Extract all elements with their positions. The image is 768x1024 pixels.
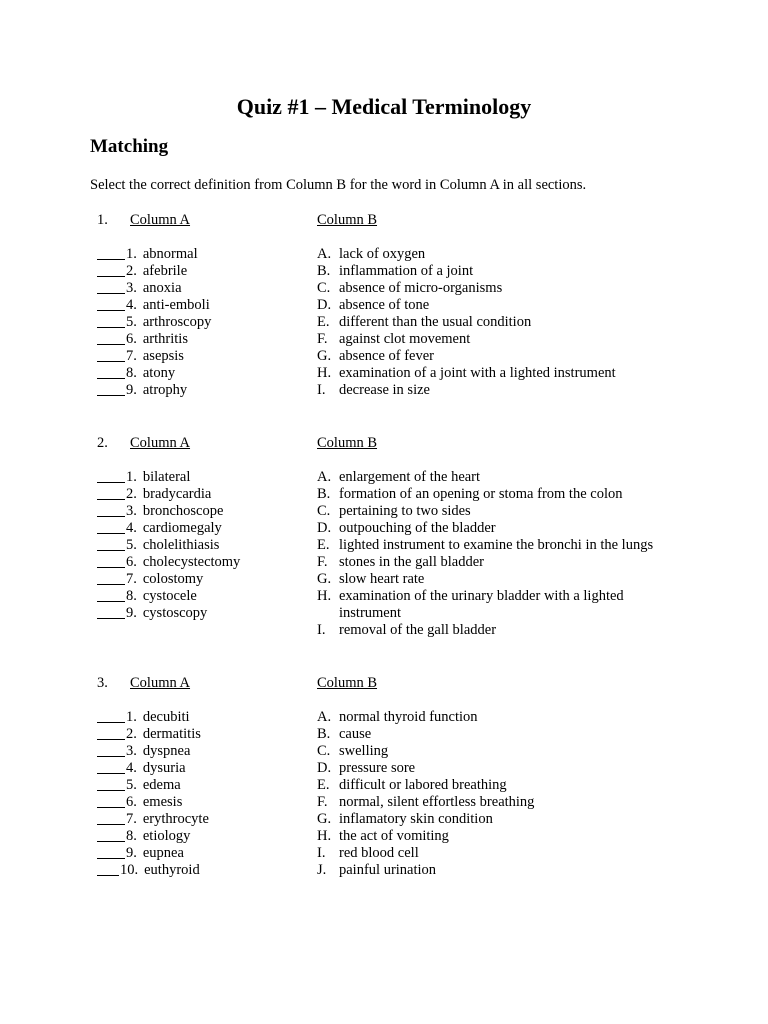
definition-letter: A. bbox=[317, 709, 332, 725]
item-number: 5. bbox=[126, 777, 137, 793]
column-a-item bbox=[97, 811, 209, 828]
item-number: 1. bbox=[126, 469, 137, 485]
column-a-item bbox=[97, 314, 211, 331]
column-a-item bbox=[97, 845, 209, 862]
definition-text: red blood cell bbox=[339, 845, 419, 861]
column-a-item bbox=[97, 726, 209, 743]
definition-letter: D. bbox=[317, 520, 332, 536]
definition-letter: E. bbox=[317, 537, 330, 553]
column-b-item bbox=[317, 794, 677, 811]
definition-letter: C. bbox=[317, 743, 331, 759]
section-heading: Matching bbox=[90, 136, 169, 157]
definition-text: slow heart rate bbox=[339, 571, 425, 587]
answer-blank[interactable] bbox=[97, 382, 125, 396]
column-b-list bbox=[317, 246, 677, 399]
column-a-item bbox=[97, 486, 240, 503]
item-term: cystocele bbox=[142, 588, 197, 604]
column-a-item bbox=[97, 760, 209, 777]
column-b-item bbox=[317, 554, 677, 571]
column-b-item bbox=[317, 622, 677, 639]
item-term: abnormal bbox=[142, 246, 198, 262]
item-term: cholelithiasis bbox=[142, 537, 220, 553]
column-b-item bbox=[317, 503, 677, 520]
answer-blank[interactable] bbox=[97, 862, 119, 876]
section-number: 1. bbox=[97, 212, 108, 228]
item-number: 9. bbox=[126, 382, 137, 398]
definition-letter: C. bbox=[317, 503, 331, 519]
definition-letter: F. bbox=[317, 331, 328, 347]
definition-letter: F. bbox=[317, 794, 328, 810]
definition-letter: H. bbox=[317, 588, 332, 604]
column-b-item bbox=[317, 382, 677, 399]
definition-letter: A. bbox=[317, 246, 332, 262]
answer-blank[interactable] bbox=[97, 365, 125, 379]
item-term: arthroscopy bbox=[142, 314, 212, 330]
definition-letter: F. bbox=[317, 554, 328, 570]
definition-letter: C. bbox=[317, 280, 331, 296]
column-a-item bbox=[97, 794, 209, 811]
definition-text: absence of micro-organisms bbox=[339, 280, 503, 296]
item-term: afebrile bbox=[142, 263, 188, 279]
column-b-item bbox=[317, 314, 677, 331]
item-term: euthyroid bbox=[144, 862, 200, 878]
answer-blank[interactable] bbox=[97, 554, 125, 568]
answer-blank[interactable] bbox=[97, 743, 125, 757]
column-a-list bbox=[97, 709, 209, 879]
answer-blank[interactable] bbox=[97, 486, 125, 500]
item-number: 7. bbox=[126, 348, 137, 364]
column-a-item bbox=[97, 280, 211, 297]
definition-text: absence of tone bbox=[339, 297, 430, 313]
answer-blank[interactable] bbox=[97, 348, 125, 362]
item-number: 3. bbox=[126, 503, 137, 519]
column-b-list bbox=[317, 469, 677, 639]
answer-blank[interactable] bbox=[97, 314, 125, 328]
column-b-item bbox=[317, 348, 677, 365]
answer-blank[interactable] bbox=[97, 845, 125, 859]
definition-text: pertaining to two sides bbox=[339, 503, 471, 519]
answer-blank[interactable] bbox=[97, 571, 125, 585]
instructions: Select the correct definition from Column B for the word in Column A in all sections. bbox=[90, 177, 587, 193]
definition-letter: B. bbox=[317, 263, 331, 279]
column-a-heading: Column A bbox=[130, 435, 191, 451]
item-number: 1. bbox=[126, 709, 137, 725]
definition-text: different than the usual condition bbox=[339, 314, 532, 330]
item-number: 10. bbox=[120, 862, 139, 878]
column-b-item bbox=[317, 486, 677, 503]
definition-letter: G. bbox=[317, 811, 332, 827]
item-number: 5. bbox=[126, 537, 137, 553]
definition-text: normal thyroid function bbox=[339, 709, 478, 725]
definition-letter: I. bbox=[317, 622, 326, 638]
column-a-item bbox=[97, 743, 209, 760]
column-a-item bbox=[97, 331, 211, 348]
item-number: 8. bbox=[126, 365, 137, 381]
answer-blank[interactable] bbox=[97, 709, 125, 723]
column-a-item bbox=[97, 246, 211, 263]
answer-blank[interactable] bbox=[97, 794, 125, 808]
answer-blank[interactable] bbox=[97, 726, 125, 740]
column-b-item bbox=[317, 297, 677, 314]
answer-blank[interactable] bbox=[97, 503, 125, 517]
definition-text: formation of an opening or stoma from the colon bbox=[339, 486, 623, 502]
column-a-item bbox=[97, 263, 211, 280]
item-number: 6. bbox=[126, 331, 137, 347]
column-b-heading: Column B bbox=[317, 212, 378, 228]
definition-text: difficult or labored breathing bbox=[339, 777, 507, 793]
definition-letter: D. bbox=[317, 297, 332, 313]
answer-blank[interactable] bbox=[97, 331, 125, 345]
definition-text: decrease in size bbox=[339, 382, 430, 398]
item-term: emesis bbox=[142, 794, 183, 810]
item-term: cholecystectomy bbox=[142, 554, 241, 570]
column-b-item bbox=[317, 743, 677, 760]
item-term: bilateral bbox=[142, 469, 191, 485]
column-b-item bbox=[317, 365, 677, 382]
definition-text: swelling bbox=[339, 743, 389, 759]
item-number: 2. bbox=[126, 486, 137, 502]
answer-blank[interactable] bbox=[97, 280, 125, 294]
column-b-item bbox=[317, 246, 677, 263]
column-b-item bbox=[317, 588, 677, 622]
definition-text: painful urination bbox=[339, 862, 437, 878]
item-term: dyspnea bbox=[142, 743, 191, 759]
column-b-item bbox=[317, 777, 677, 794]
definition-letter: D. bbox=[317, 760, 332, 776]
item-term: asepsis bbox=[142, 348, 184, 364]
column-a-item bbox=[97, 709, 209, 726]
item-number: 9. bbox=[126, 845, 137, 861]
answer-blank[interactable] bbox=[97, 520, 125, 534]
column-a-item bbox=[97, 382, 211, 399]
answer-blank[interactable] bbox=[97, 777, 125, 791]
column-b-heading: Column B bbox=[317, 435, 378, 451]
item-term: cystoscopy bbox=[142, 605, 208, 621]
column-b-item bbox=[317, 280, 677, 297]
definition-text: against clot movement bbox=[339, 331, 471, 347]
column-b-item bbox=[317, 845, 677, 862]
section-number: 2. bbox=[97, 435, 108, 451]
item-term: cardiomegaly bbox=[142, 520, 222, 536]
item-number: 6. bbox=[126, 794, 137, 810]
item-number: 7. bbox=[126, 571, 137, 587]
item-term: anoxia bbox=[142, 280, 182, 296]
column-b-item bbox=[317, 331, 677, 348]
definition-letter: E. bbox=[317, 314, 330, 330]
column-b-item bbox=[317, 537, 677, 554]
column-a-item bbox=[97, 605, 240, 622]
answer-blank[interactable] bbox=[97, 760, 125, 774]
column-a-item bbox=[97, 537, 240, 554]
definition-text: enlargement of the heart bbox=[339, 469, 481, 485]
answer-blank[interactable] bbox=[97, 828, 125, 842]
item-number: 9. bbox=[126, 605, 137, 621]
column-b-item bbox=[317, 760, 677, 777]
column-a-item bbox=[97, 862, 209, 879]
column-b-list bbox=[317, 709, 677, 879]
item-number: 3. bbox=[126, 280, 137, 296]
column-b-item bbox=[317, 571, 677, 588]
column-a-item bbox=[97, 828, 209, 845]
section-number: 3. bbox=[97, 675, 108, 691]
column-a-item bbox=[97, 520, 240, 537]
definition-text: inflammation of a joint bbox=[339, 263, 474, 279]
answer-blank[interactable] bbox=[97, 811, 125, 825]
definition-letter: E. bbox=[317, 777, 330, 793]
column-a-item bbox=[97, 297, 211, 314]
definition-letter: A. bbox=[317, 469, 332, 485]
definition-text: examination of a joint with a lighted instrument bbox=[339, 365, 616, 381]
column-b-item bbox=[317, 709, 677, 726]
definition-letter: G. bbox=[317, 571, 332, 587]
definition-text: absence of fever bbox=[339, 348, 434, 364]
item-term: bronchoscope bbox=[142, 503, 224, 519]
column-b-heading: Column B bbox=[317, 675, 378, 691]
column-a-item bbox=[97, 571, 240, 588]
column-a-item bbox=[97, 554, 240, 571]
item-number: 1. bbox=[126, 246, 137, 262]
item-number: 4. bbox=[126, 760, 137, 776]
item-term: bradycardia bbox=[142, 486, 212, 502]
column-a-item bbox=[97, 469, 240, 486]
answer-blank[interactable] bbox=[97, 469, 125, 483]
definition-text: examination of the urinary bladder with a lighted instrument bbox=[339, 588, 624, 621]
definition-text: inflamatory skin condition bbox=[339, 811, 493, 827]
column-a-item bbox=[97, 588, 240, 605]
definition-text: the act of vomiting bbox=[339, 828, 449, 844]
item-number: 8. bbox=[126, 828, 137, 844]
answer-blank[interactable] bbox=[97, 297, 125, 311]
definition-letter: J. bbox=[317, 862, 327, 878]
definition-letter: I. bbox=[317, 845, 326, 861]
definition-letter: B. bbox=[317, 486, 331, 502]
item-term: edema bbox=[142, 777, 181, 793]
answer-blank[interactable] bbox=[97, 537, 125, 551]
definition-letter: G. bbox=[317, 348, 332, 364]
column-a-heading: Column A bbox=[130, 212, 191, 228]
column-b-item bbox=[317, 263, 677, 280]
column-a-item bbox=[97, 777, 209, 794]
column-a-list bbox=[97, 246, 211, 399]
item-term: dysuria bbox=[142, 760, 186, 776]
item-term: etiology bbox=[142, 828, 191, 844]
column-a-item bbox=[97, 348, 211, 365]
column-a-list bbox=[97, 469, 240, 622]
answer-blank[interactable] bbox=[97, 246, 125, 260]
definition-text: outpouching of the bladder bbox=[339, 520, 496, 536]
column-b-item bbox=[317, 726, 677, 743]
column-b-item bbox=[317, 469, 677, 486]
definition-letter: H. bbox=[317, 365, 332, 381]
definition-text: stones in the gall bladder bbox=[339, 554, 484, 570]
definition-letter: B. bbox=[317, 726, 331, 742]
item-term: eupnea bbox=[142, 845, 184, 861]
column-b-item bbox=[317, 862, 677, 879]
column-a-item bbox=[97, 503, 240, 520]
definition-letter: H. bbox=[317, 828, 332, 844]
column-b-item bbox=[317, 520, 677, 537]
item-term: decubiti bbox=[142, 709, 190, 725]
definition-text: removal of the gall bladder bbox=[339, 622, 497, 638]
column-a-heading: Column A bbox=[130, 675, 191, 691]
answer-blank[interactable] bbox=[97, 588, 125, 602]
definition-text: cause bbox=[339, 726, 372, 742]
item-number: 4. bbox=[126, 520, 137, 536]
item-term: atony bbox=[142, 365, 176, 381]
item-number: 2. bbox=[126, 726, 137, 742]
answer-blank[interactable] bbox=[97, 605, 125, 619]
item-term: anti-emboli bbox=[142, 297, 210, 313]
item-term: arthritis bbox=[142, 331, 188, 347]
definition-text: lack of oxygen bbox=[339, 246, 426, 262]
item-term: dermatitis bbox=[142, 726, 201, 742]
column-a-item bbox=[97, 365, 211, 382]
definition-text: pressure sore bbox=[339, 760, 416, 776]
definition-letter: I. bbox=[317, 382, 326, 398]
item-term: atrophy bbox=[142, 382, 188, 398]
answer-blank[interactable] bbox=[97, 263, 125, 277]
item-number: 5. bbox=[126, 314, 137, 330]
item-number: 6. bbox=[126, 554, 137, 570]
item-term: erythrocyte bbox=[142, 811, 209, 827]
definition-text: normal, silent effortless breathing bbox=[339, 794, 535, 810]
item-number: 2. bbox=[126, 263, 137, 279]
item-term: colostomy bbox=[142, 571, 204, 587]
item-number: 3. bbox=[126, 743, 137, 759]
page-title: Quiz #1 – Medical Terminology bbox=[236, 94, 532, 119]
column-b-item bbox=[317, 828, 677, 845]
item-number: 7. bbox=[126, 811, 137, 827]
item-number: 8. bbox=[126, 588, 137, 604]
column-b-item bbox=[317, 811, 677, 828]
definition-text: lighted instrument to examine the bronchi in the lungs bbox=[339, 537, 654, 553]
item-number: 4. bbox=[126, 297, 137, 313]
